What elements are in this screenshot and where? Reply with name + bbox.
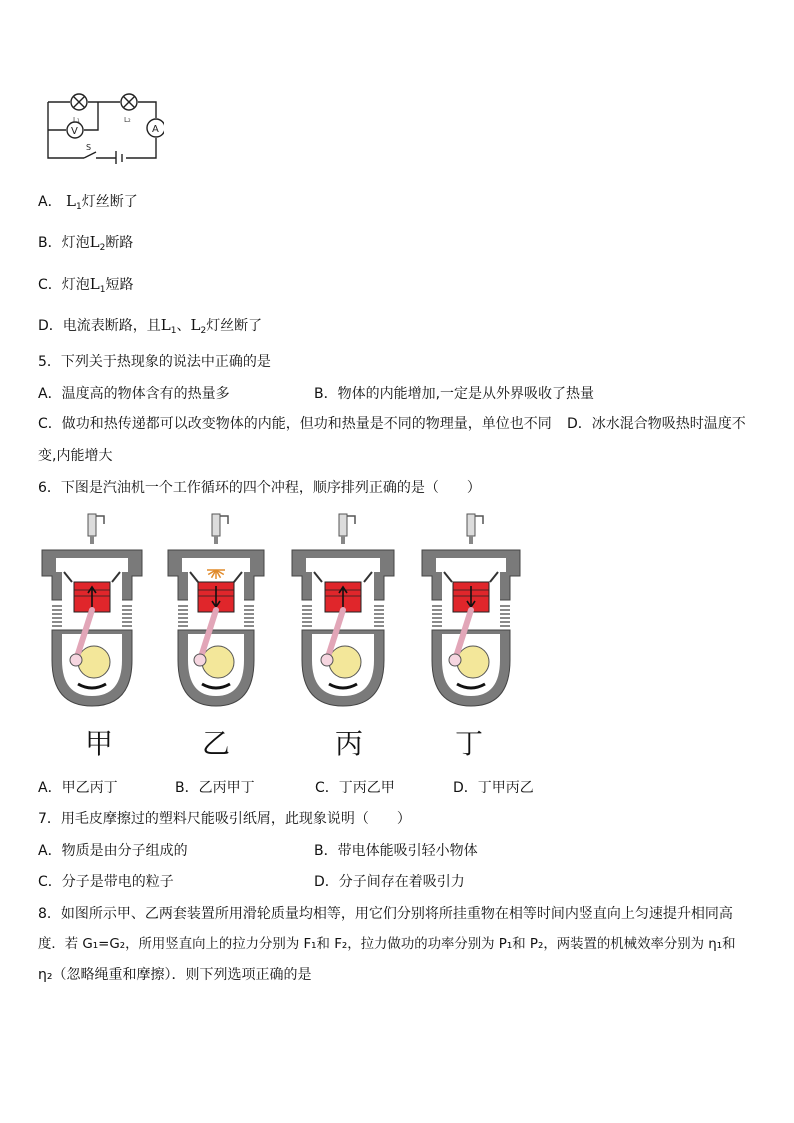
lamp-subscript: 2: [99, 243, 106, 253]
engine-label-yi: 乙: [202, 727, 231, 760]
q6-option-a: A．甲乙丙丁: [38, 780, 118, 796]
engine-label-jia: 甲: [85, 727, 114, 760]
voltmeter-label: V: [71, 126, 78, 137]
lamp-symbol: L: [89, 275, 100, 293]
lamp-symbol: L: [190, 316, 201, 334]
separator: 、: [176, 318, 191, 334]
q5-option-a: A．温度高的物体含有的热量多: [38, 386, 230, 402]
option-prefix: D．电流表断路，且: [38, 318, 161, 334]
option-prefix: B．灯泡: [38, 235, 90, 251]
lamp-l2-label: L₂: [124, 116, 131, 124]
lamp-symbol: L: [89, 233, 100, 251]
q4-option-b: [38, 232, 133, 258]
option-prefix: A．: [38, 194, 62, 210]
option-prefix: C．灯泡: [38, 277, 90, 293]
option-text: 灯丝断了: [81, 194, 138, 210]
q5-stem: 5．下列关于热现象的说法中正确的是: [38, 354, 271, 370]
q6-option-b: B．乙丙甲丁: [175, 780, 255, 796]
q4-option-a: [38, 191, 138, 217]
engine-label-bing: 丙: [335, 727, 364, 760]
circuit-diagram: [44, 90, 164, 164]
option-text: 断路: [105, 235, 134, 251]
lamp-subscript: 1: [170, 326, 177, 336]
q6-option-c: C．丁丙乙甲: [315, 780, 395, 796]
q6-option-d: D．丁甲丙乙: [453, 780, 534, 796]
q5-option-b: B．物体的内能增加,一定是从外界吸收了热量: [314, 386, 595, 402]
switch-label: S: [86, 143, 92, 152]
q8-stem-line2: 度．若 G₁=G₂，所用竖直向上的拉力分别为 F₁和 F₂，拉力做功的功率分别为 P₁和 P₂，两装置的机械效率分别为 η₁和: [38, 937, 736, 952]
q6-stem: 6．下图是汽油机一个工作循环的四个冲程，顺序排列正确的是（ ）: [38, 480, 481, 496]
lamp-subscript: 1: [76, 202, 82, 212]
engine-label-ding: 丁: [455, 727, 484, 760]
lamp-subscript: 2: [200, 326, 207, 336]
engine-jia: [42, 514, 142, 706]
engine-ding: [422, 514, 520, 706]
q8-stem-line1: 8．如图所示甲、乙两套装置所用滑轮质量均相等，用它们分别将所挂重物在相等时间内竖直向上匀速提升相同高: [38, 906, 733, 922]
option-text: 短路: [105, 277, 134, 293]
engine-yi: [168, 514, 264, 706]
lamp-subscript: 1: [99, 285, 106, 295]
q7-option-a: A．物质是由分子组成的: [38, 843, 188, 859]
q7-stem: 7．用毛皮摩擦过的塑料尺能吸引纸屑，此现象说明（ ）: [38, 811, 411, 827]
q5-option-d: D．冰水混合物吸热时温度不: [567, 416, 746, 432]
engine-strokes-figure: [38, 510, 538, 710]
q7-option-b: B．带电体能吸引轻小物体: [314, 843, 478, 859]
lamp-symbol: L: [66, 192, 76, 210]
q7-option-c: C．分子是带电的粒子: [38, 874, 174, 890]
ammeter-label: A: [152, 124, 159, 135]
q7-option-d: D．分子间存在着吸引力: [314, 874, 465, 890]
lamp-l1-label: L₁: [73, 116, 80, 124]
engine-bing: [292, 514, 394, 706]
lamp-symbol: L: [160, 316, 171, 334]
option-text: 灯丝断了: [206, 318, 263, 334]
q4-option-c: [38, 274, 133, 300]
q5-option-c: C．做功和热传递都可以改变物体的内能，但功和热量是不同的物理量，单位也不同: [38, 416, 552, 432]
q4-option-d: [38, 315, 262, 341]
q8-stem-line3: η₂（忽略绳重和摩擦）．则下列选项正确的是: [38, 967, 312, 983]
q5-option-d-cont: 变,内能增大: [38, 448, 113, 464]
